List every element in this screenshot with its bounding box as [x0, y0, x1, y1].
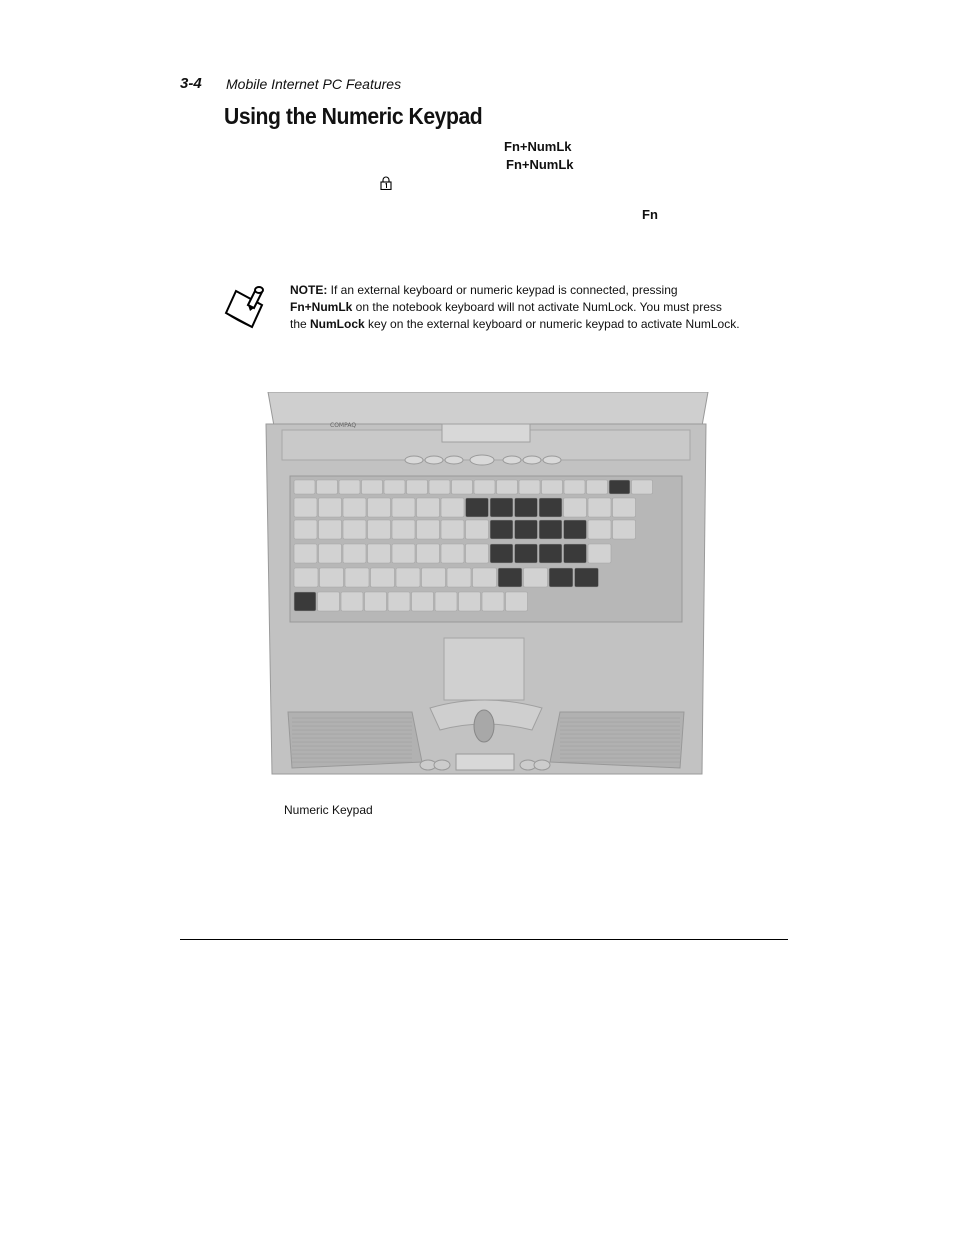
note-text-1: If an external keyboard or numeric keypad is connected, pressing: [327, 283, 678, 297]
keyboard-key: [368, 498, 391, 517]
figure-caption: Numeric Keypad: [284, 803, 373, 817]
note-text-2: on the notebook keyboard will not activate NumLock. You must press the: [290, 300, 722, 331]
keypad-key-highlighted: [490, 520, 513, 539]
keyboard-key: [588, 544, 611, 563]
keyboard-key: [294, 544, 317, 563]
keyboard-key: [319, 520, 342, 539]
keypad-key-highlighted: [515, 520, 538, 539]
keypad-key-highlighted: [294, 592, 316, 611]
keyboard-key: [319, 498, 342, 517]
key-combo-fn-numlk: Fn+NumLk: [506, 157, 574, 172]
keyboard-key: [564, 480, 585, 494]
keyboard-key: [388, 592, 410, 611]
keyboard-key: [392, 498, 415, 517]
keyboard-key: [447, 568, 471, 587]
keypad-key-highlighted: [498, 568, 522, 587]
keyboard-key: [417, 544, 440, 563]
keyboard-key: [482, 592, 504, 611]
keypad-key-highlighted: [539, 520, 562, 539]
note-label: NOTE:: [290, 283, 328, 297]
keyboard-key: [317, 480, 338, 494]
keyboard-key: [294, 498, 317, 517]
keyboard-key: [417, 520, 440, 539]
keyboard-key: [368, 544, 391, 563]
keyboard-key: [441, 520, 464, 539]
keyboard-key: [294, 520, 317, 539]
keyboard-key: [417, 498, 440, 517]
keyboard-key: [542, 480, 563, 494]
keyboard-key: [497, 480, 518, 494]
note-paragraph: [290, 282, 740, 333]
keyboard-key: [587, 480, 608, 494]
keyboard-key: [632, 480, 653, 494]
keyboard-key: [435, 592, 457, 611]
keyboard-key: [613, 520, 636, 539]
keyboard-key: [339, 480, 360, 494]
keyboard-key: [343, 498, 366, 517]
keyboard-key: [318, 592, 340, 611]
section-title: Using the Numeric Keypad: [224, 103, 483, 129]
note-pencil-icon: [222, 283, 266, 329]
keyboard-key: [392, 520, 415, 539]
note-key-2: NumLock: [310, 317, 365, 331]
keypad-key-highlighted: [490, 544, 513, 563]
keyboard-key: [294, 568, 318, 587]
keypad-key-highlighted: [564, 544, 587, 563]
keypad-key-highlighted: [539, 498, 562, 517]
keypad-key-highlighted: [539, 544, 562, 563]
keypad-key-highlighted: [575, 568, 599, 587]
keyboard-key: [441, 498, 464, 517]
keypad-key-highlighted: [515, 544, 538, 563]
numlock-icon: [380, 176, 392, 190]
keyboard-key: [429, 480, 450, 494]
keyboard-key: [384, 480, 405, 494]
keyboard-key: [473, 568, 497, 587]
keypad-key-highlighted: [609, 480, 630, 494]
keyboard-key: [441, 544, 464, 563]
keyboard-key: [459, 592, 481, 611]
chapter-title: Mobile Internet PC Features: [226, 76, 402, 92]
footer-rule: [180, 939, 788, 940]
note-key-1: Fn+NumLk: [290, 300, 353, 314]
keyboard-key: [319, 544, 342, 563]
keyboard-key: [506, 592, 528, 611]
keypad-key-highlighted: [549, 568, 573, 587]
keyboard-key: [588, 498, 611, 517]
keyboard-key: [345, 568, 369, 587]
keyboard-key: [474, 480, 495, 494]
keypad-key-highlighted: [490, 498, 513, 517]
keyboard-key: [294, 480, 315, 494]
keyboard-key: [368, 520, 391, 539]
keypad-key-highlighted: [466, 498, 489, 517]
keyboard-key: [407, 480, 428, 494]
keyboard-key: [396, 568, 420, 587]
keyboard-key: [452, 480, 473, 494]
keyboard-key: [466, 520, 489, 539]
keyboard-key: [371, 568, 395, 587]
keyboard-key: [341, 592, 363, 611]
keyboard-key: [466, 544, 489, 563]
keyboard-key: [343, 520, 366, 539]
keyboard-key: [524, 568, 548, 587]
keyboard-key: [613, 498, 636, 517]
svg-text:COMPAQ: COMPAQ: [330, 422, 357, 429]
keyboard-key: [412, 592, 434, 611]
keyboard-key: [588, 520, 611, 539]
keypad-key-highlighted: [515, 498, 538, 517]
keypad-key-highlighted: [564, 520, 587, 539]
keyboard-key: [392, 544, 415, 563]
key-combo-fn-numlk: Fn+NumLk: [504, 139, 572, 154]
keyboard-key: [519, 480, 540, 494]
laptop-keyboard-illustration: [262, 392, 710, 778]
key-fn: Fn: [642, 207, 658, 222]
keyboard-key: [362, 480, 383, 494]
keyboard-key: [343, 544, 366, 563]
keyboard-key: [422, 568, 446, 587]
page-number: 3-4: [180, 75, 202, 92]
note-text-3: key on the external keyboard or numeric keypad to activate NumLock.: [364, 317, 740, 331]
keyboard-key: [320, 568, 344, 587]
keyboard-key: [564, 498, 587, 517]
keyboard-key: [365, 592, 387, 611]
